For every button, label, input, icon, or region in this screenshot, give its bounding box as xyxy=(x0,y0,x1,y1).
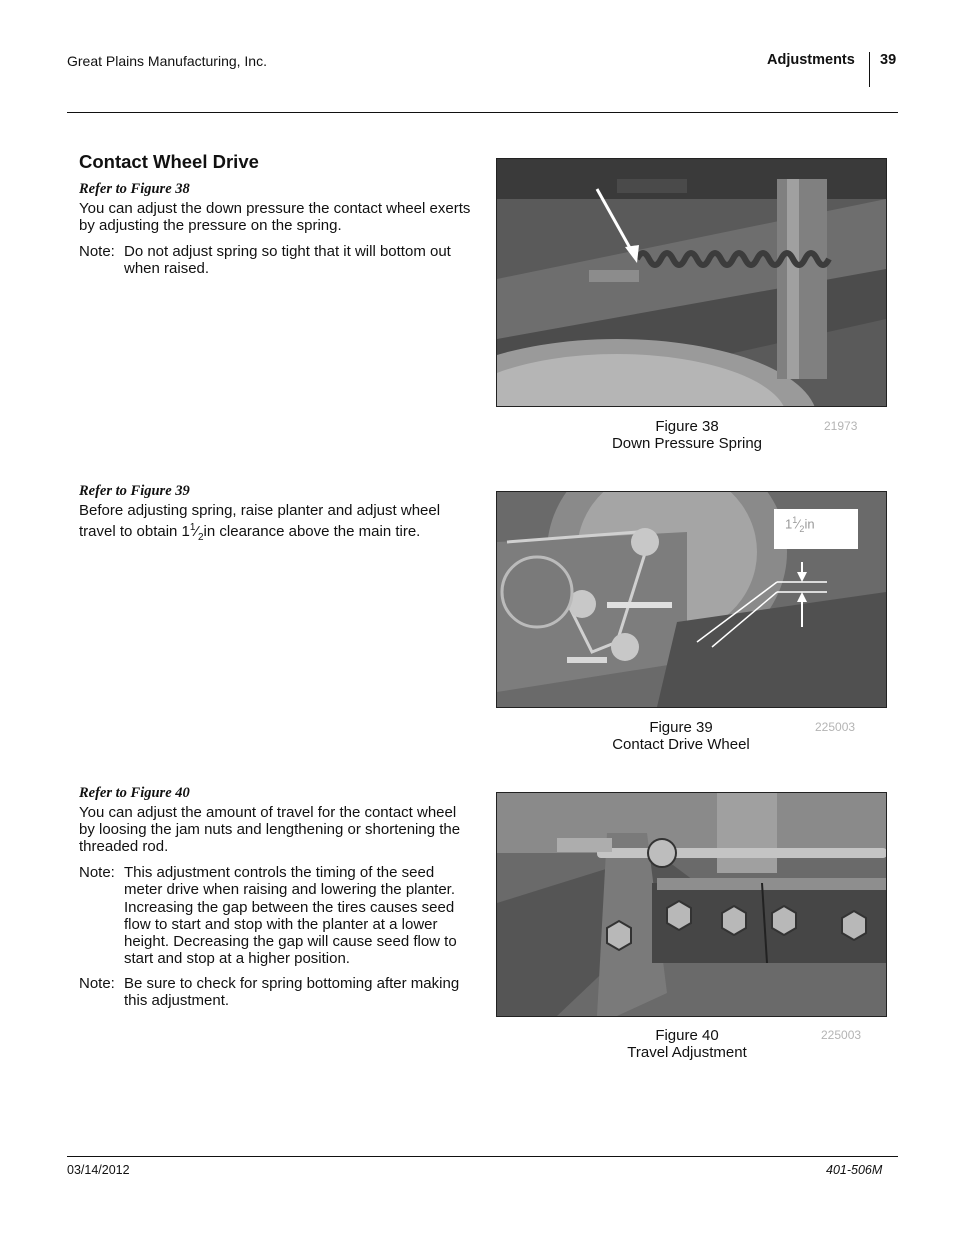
footer-doc-number: 401-506M xyxy=(826,1163,883,1177)
figure-39-number: Figure 39 xyxy=(649,719,713,736)
page-number: 39 xyxy=(880,52,897,68)
figure-39-caption xyxy=(581,719,781,753)
note-label: Note: xyxy=(79,975,115,992)
figure-39-clearance-label: $1^1⁄_2in$ xyxy=(785,515,815,534)
figure-40-code: 225003 xyxy=(821,1028,862,1042)
label-unit: in xyxy=(804,516,815,532)
figure-39-photo xyxy=(496,491,887,708)
figure-39-title: Contact Drive Wheel xyxy=(612,736,750,753)
refer-figure-40: Refer to Figure 40 xyxy=(79,785,190,801)
footer-date: 03/14/2012 xyxy=(67,1163,130,1177)
block3-text: You can adjust the amount of travel for the contact wheel by loosing the jam nuts and lengthening or shortening the threaded rod. xyxy=(79,804,461,855)
block3-note-2 xyxy=(79,975,471,1010)
note-text: Do not adjust spring so tight that it will bottom out when raised. xyxy=(124,243,451,278)
note-text: Be sure to check for spring bottoming after making this adjustment. xyxy=(124,975,460,1010)
figure-38-code: 21973 xyxy=(824,419,858,433)
figure-40-caption xyxy=(587,1027,787,1061)
refer-figure-38: Refer to Figure 38 xyxy=(79,181,190,197)
figure-38-title: Down Pressure Spring xyxy=(611,435,763,452)
footer-rule xyxy=(67,1156,898,1157)
label-whole: 1 xyxy=(785,516,793,532)
frac-denominator: 2 xyxy=(197,532,204,543)
figure-40-photo xyxy=(496,792,887,1017)
header-company: Great Plains Manufacturing, Inc. xyxy=(67,53,267,69)
header-rule xyxy=(67,112,898,113)
figure-38-caption xyxy=(587,418,787,452)
block3-note-1 xyxy=(79,864,471,968)
note-label: Note: xyxy=(79,864,115,881)
block2-text: Before adjusting spring, raise planter and adjust wheel travel to obtain $1^1⁄_2in$ clearance above the main tire. xyxy=(79,502,441,543)
block1-text: You can adjust the down pressure the contact wheel exerts by adjusting the pressure on the spring. xyxy=(79,200,471,234)
figure-38-photo xyxy=(496,158,887,407)
block1-note xyxy=(79,243,471,278)
figure-40-title: Travel Adjustment xyxy=(627,1044,747,1061)
header-section: Adjustments xyxy=(767,52,855,68)
frac-numerator: 1 xyxy=(189,522,196,533)
block2-text-b: in clearance above the main tire. xyxy=(203,523,421,540)
header-divider xyxy=(869,52,870,87)
label-denominator: 2 xyxy=(799,523,805,534)
figure-39-code: 225003 xyxy=(815,720,856,734)
note-label: Note: xyxy=(79,243,115,260)
note-text: This adjustment controls the timing of the seed meter drive when raising and lowering the planter. Increasing the gap between the tires causes seed flow to start and stop with the planter at a lower height. Decreasing the gap will cause seed flow to start and stop at a higher position. xyxy=(124,864,457,968)
block2-text-a: Before adjusting spring, raise planter and adjust wheel travel to obtain 1 xyxy=(79,502,441,540)
section-title: Contact Wheel Drive xyxy=(79,151,259,172)
figure-40-number: Figure 40 xyxy=(655,1027,719,1044)
figure-38-number: Figure 38 xyxy=(655,418,719,435)
label-numerator: 1 xyxy=(792,515,798,525)
refer-figure-39: Refer to Figure 39 xyxy=(79,483,190,499)
